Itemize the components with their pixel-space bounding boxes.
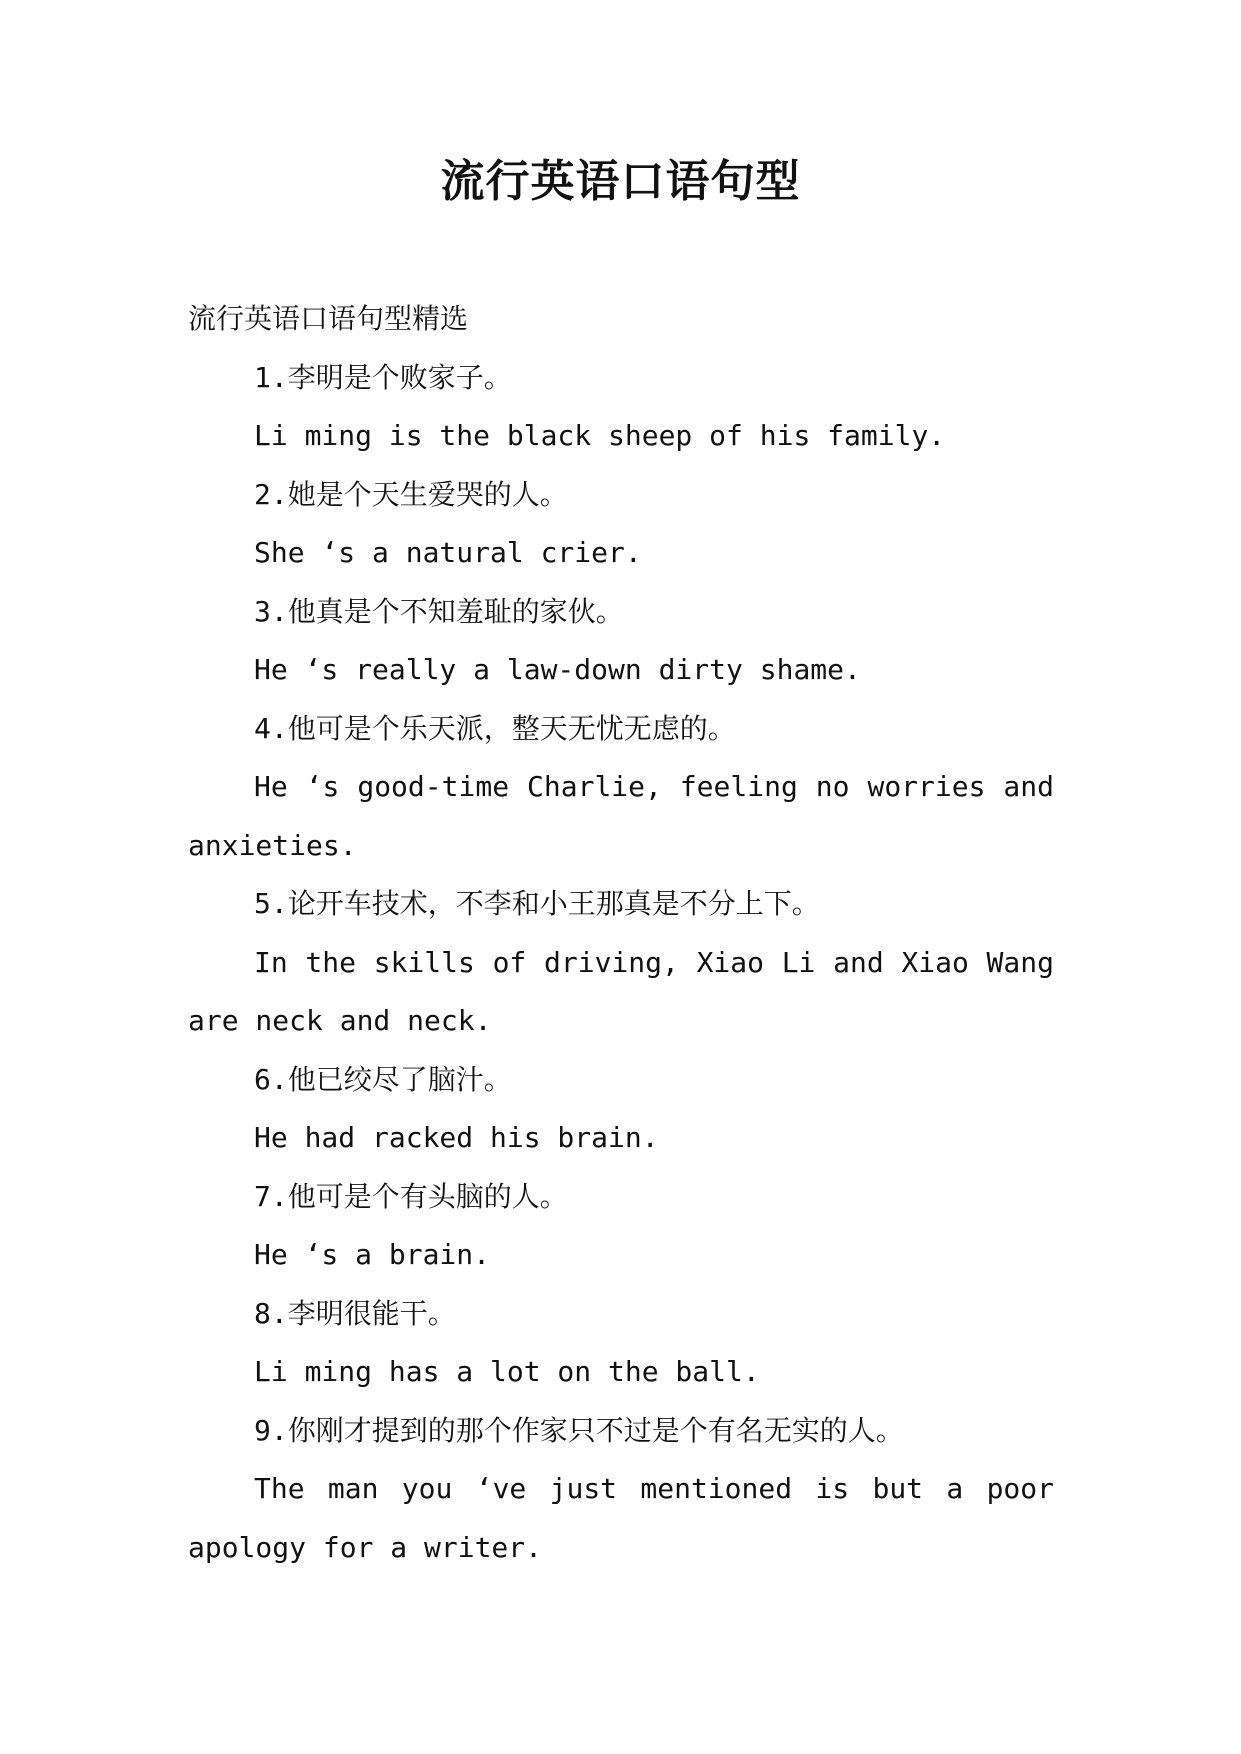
item-5-chinese: 5.论开车技术，不李和小王那真是不分上下。 xyxy=(254,887,820,920)
document-body xyxy=(188,290,1054,1577)
item-6-chinese: 6.他已绞尽了脑汁。 xyxy=(254,1062,512,1096)
item-2-chinese: 2.她是个天生爱哭的人。 xyxy=(254,477,568,511)
item-7-chinese: 7.他可是个有头脑的人。 xyxy=(254,1179,568,1213)
item-8-chinese: 8.李明很能干。 xyxy=(254,1296,456,1330)
item-4-english: He ‘s good-time Charlie, feeling no worries and anxieties. xyxy=(188,770,1054,862)
item-1-english: Li ming is the black sheep of his family. xyxy=(254,419,946,452)
item-9-english: The man you ‘ve just mentioned is but a poor apology for a writer. xyxy=(188,1472,1054,1564)
item-9-chinese: 9.你刚才提到的那个作家只不过是个有名无实的人。 xyxy=(254,1413,904,1447)
intro-line: 流行英语口语句型精选 xyxy=(188,302,469,335)
item-3-chinese: 3.他真是个不知羞耻的家伙。 xyxy=(254,594,624,628)
item-2-english: She ‘s a natural crier. xyxy=(254,536,642,569)
item-3-english: He ‘s really a law-down dirty shame. xyxy=(254,653,861,686)
item-1-chinese: 1.李明是个败家子。 xyxy=(254,360,512,394)
item-6-english: He had racked his brain. xyxy=(254,1121,659,1154)
item-4-chinese: 4.他可是个乐天派，整天无忧无虑的。 xyxy=(254,711,736,745)
item-7-english: He ‘s a brain. xyxy=(254,1238,491,1271)
document-title: 流行英语口语句型 xyxy=(440,156,801,207)
item-8-english: Li ming has a lot on the ball. xyxy=(254,1355,760,1388)
item-5-english: In the skills of driving, Xiao Li and Xiao Wang are neck and neck. xyxy=(188,945,1054,1037)
